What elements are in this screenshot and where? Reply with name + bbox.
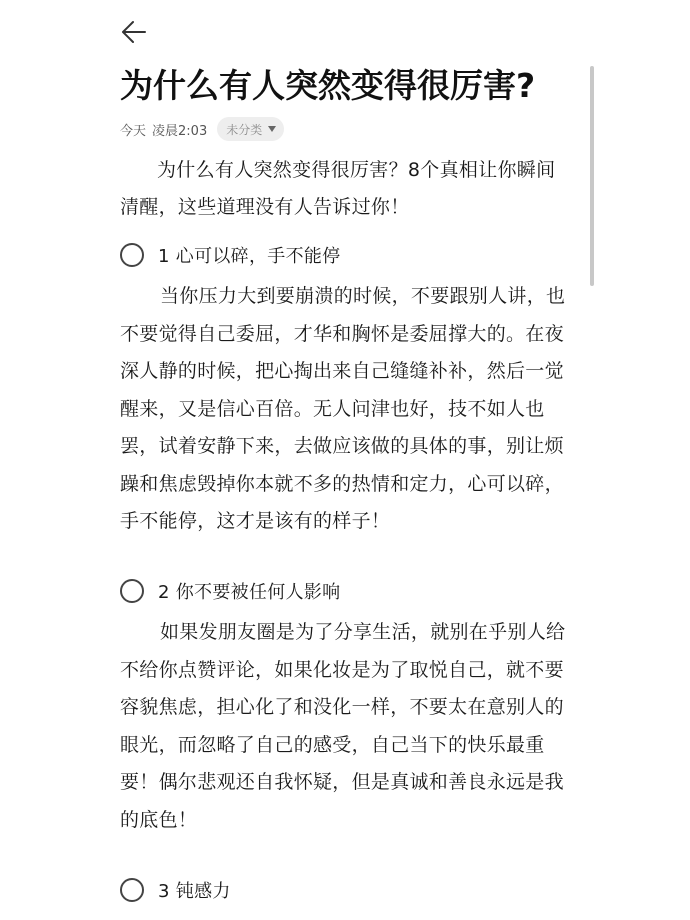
caret-down-icon bbox=[268, 126, 276, 132]
intro-paragraph: 为什么有人突然变得很厉害？8个真相让你瞬间清醒，这些道理没有人告诉过你！ bbox=[120, 159, 556, 218]
category-dropdown[interactable] bbox=[217, 117, 284, 141]
circle-checkbox-icon[interactable] bbox=[120, 579, 144, 603]
section-heading-2 bbox=[120, 576, 340, 606]
section-body-2: 如果发朋友圈是为了分享生活，就别在乎别人给不给你点赞评论，如果化妆是为了取悦自己，就不要容貌焦虑，担心化了和没化一样，不要太在意别人的眼光，而忽略了自己的感受，自己当下的快乐最重要！偶尔悲观还自我怀疑，但是真诚和善良永远是我的底色！ bbox=[120, 621, 566, 831]
section-body-1: 当你压力大到要崩溃的时候，不要跟别人讲，也不要觉得自己委屈，才华和胸怀是委屈撑大的。在夜深人静的时候，把心掏出来自己缝缝补补，然后一觉醒来，又是信心百倍。无人问津也好，技不如人也罢，试着安静下来，去做应该做的具体的事，别让烦躁和焦虑毁掉你本就不多的热情和定力，心可以碎，手不能停，这才是该有的样子！ bbox=[120, 285, 566, 532]
back-button[interactable] bbox=[118, 16, 154, 48]
arrow-left-icon bbox=[118, 16, 150, 48]
section-heading-3 bbox=[120, 875, 231, 905]
page-title: 为什么有人突然变得很厉害? bbox=[120, 66, 536, 105]
section-heading-text: 2 你不要被任何人影响 bbox=[158, 582, 341, 603]
note-meta bbox=[120, 116, 284, 142]
section-heading-text: 3 钝感力 bbox=[158, 881, 231, 902]
scrollbar[interactable] bbox=[590, 66, 594, 286]
circle-checkbox-icon[interactable] bbox=[120, 878, 144, 902]
section-heading-1 bbox=[120, 240, 340, 270]
note-time: 凌晨2:03 bbox=[152, 123, 208, 139]
note-date: 今天 bbox=[120, 123, 147, 139]
circle-checkbox-icon[interactable] bbox=[120, 243, 144, 267]
section-heading-text: 1 心可以碎，手不能停 bbox=[158, 246, 341, 267]
category-label: 未分类 bbox=[226, 122, 263, 137]
